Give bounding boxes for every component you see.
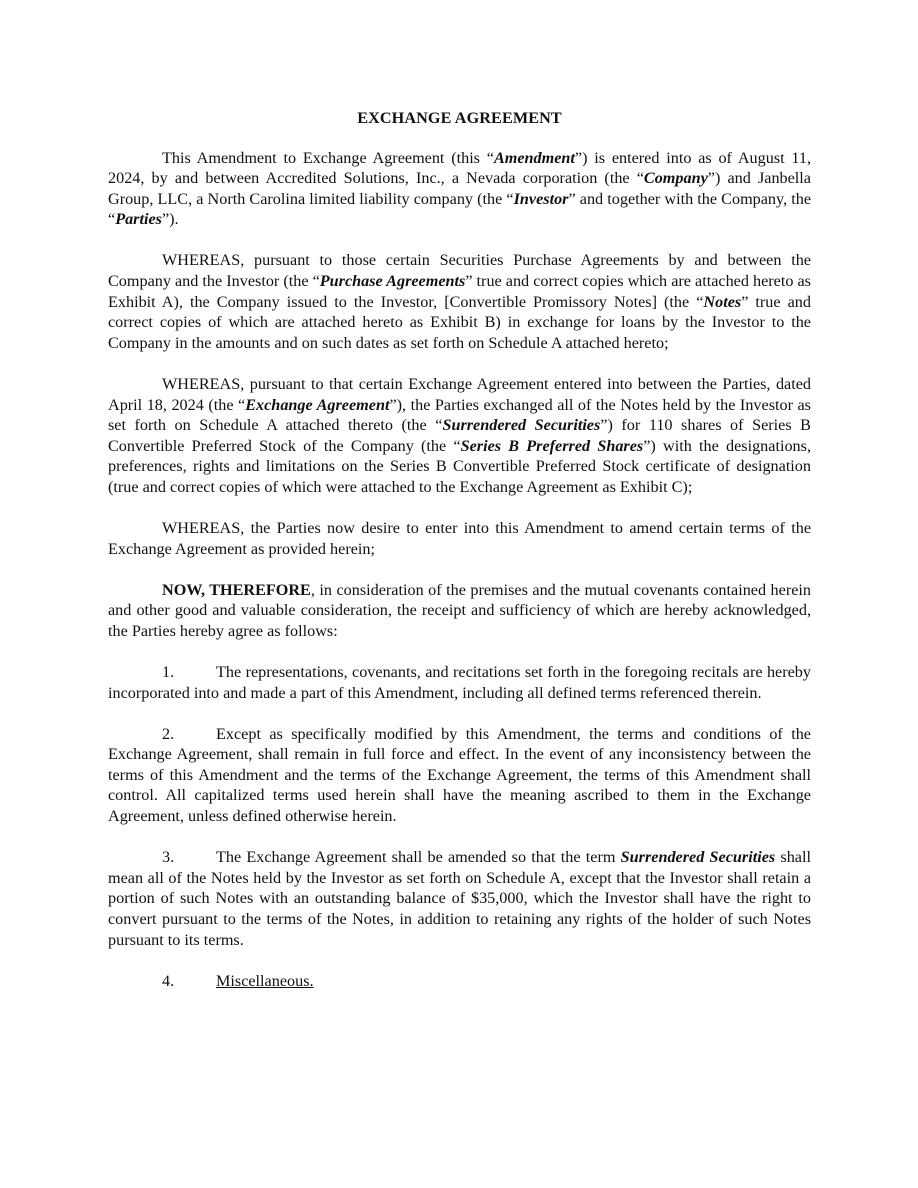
intro-text-1: This Amendment to Exchange Agreement (this “	[162, 148, 494, 167]
defined-term-surrendered-securities: Surrendered Securities	[442, 416, 601, 435]
section-2	[108, 724, 811, 827]
whereas1-text-3: ” true and correct copies of which are attached hereto as Exhibit B) in exchange for loans by the Investor to the Company in the amounts and on such dates as set forth on Schedule A attached hereto;	[108, 292, 811, 352]
whereas-paragraph-3: WHEREAS, the Parties now desire to enter into this Amendment to amend certain terms of the Exchange Agreement as provided herein;	[108, 519, 811, 558]
section-number: 3.	[162, 848, 175, 867]
whereas1-text-1: WHEREAS, pursuant to those certain Securities Purchase Agreements by and between the Company and the Investor (the “	[108, 251, 811, 291]
defined-term-exchange-agreement: Exchange Agreement	[245, 395, 390, 414]
defined-term-investor: Investor	[513, 189, 569, 208]
document-title: EXCHANGE AGREEMENT	[357, 109, 562, 127]
document-page	[108, 108, 811, 1012]
defined-term-parties: Parties	[115, 210, 162, 229]
section-text: Except as specifically modified by this Amendment, the terms and conditions of the Exchange Agreement, shall remain in full force and effect. In the event of any inconsistency between the terms of this Amendment and the terms of the Exchange Agreement, the terms of this Amendment shall control. All capitalized terms used herein shall have the meaning ascribed to them in the Exchange Agreement, unless defined otherwise herein.	[108, 724, 811, 826]
whereas2-text-3: ”) for 110 shares of Series B Convertible Preferred Stock of the Company (the “	[108, 416, 811, 455]
whereas2-text-2: ”), the Parties exchanged all of the Notes held by the Investor as set forth on Schedule A attached thereto (the “	[108, 395, 811, 435]
section-number: 2.	[162, 724, 175, 743]
whereas2-text-1: WHEREAS, pursuant to that certain Exchange Agreement entered into between the Parties, dated April 18, 2024 (the “	[108, 374, 811, 414]
now-therefore-lead: NOW, THEREFORE	[162, 580, 311, 599]
section-number: 4.	[162, 971, 175, 990]
whereas-paragraph-2	[108, 374, 811, 498]
section-4	[108, 971, 811, 992]
section-3	[108, 847, 811, 950]
defined-term-surrendered-securities: Surrendered Securities	[620, 848, 776, 867]
now-therefore-text: , in consideration of the premises and the mutual covenants contained herein and other good and valuable consideration, the receipt and sufficiency of which are hereby acknowledged, the Parties hereby agree as follows:	[108, 580, 811, 640]
section-text-2: shall mean all of the Notes held by the Investor as set forth on Schedule A, except that the Investor shall retain a portion of such Notes with an outstanding balance of $35,000, which the Investor shall have the right to convert pursuant to the terms of the Notes, in addition to retaining any rights of the holder of such Notes pursuant to its terms.	[108, 848, 811, 949]
defined-term-notes: Notes	[703, 292, 742, 311]
section-1	[108, 662, 811, 703]
defined-term-amendment: Amendment	[493, 148, 575, 167]
intro-text-5: ”).	[161, 210, 179, 229]
intro-text-4: ” and together with the Company, the “	[108, 189, 812, 229]
intro-text-3: ”) and Janbella Group, LLC, a North Carolina limited liability company (the “	[108, 169, 811, 208]
section-heading-miscellaneous: Miscellaneous.	[216, 971, 314, 990]
intro-text-2: ”) is entered into as of August 11, 2024, by and between Accredited Solutions, Inc., a Nevada corporation (the “	[108, 148, 811, 188]
whereas-paragraph-1	[108, 250, 811, 353]
intro-paragraph	[108, 148, 811, 230]
whereas1-text-2: ” true and correct copies which are attached hereto as Exhibit A), the Company issued to the Investor, [Convertible Promissory Notes] (the “	[108, 272, 811, 311]
section-text: The representations, covenants, and recitations set forth in the foregoing recitals are hereby incorporated into and made a part of this Amendment, including all defined terms referenced therein.	[108, 662, 811, 702]
defined-term-company: Company	[643, 169, 708, 188]
defined-term-purchase-agreements: Purchase Agreements	[319, 272, 466, 291]
whereas2-text-4: ”) with the designations, preferences, rights and limitations on the Series B Convertible Preferred Stock certificate of designation (true and correct copies of which were attached to the Exchange Agreement as Exhibit C);	[108, 436, 811, 496]
section-text-1: The Exchange Agreement shall be amended so that the term	[216, 848, 621, 867]
section-number: 1.	[162, 662, 175, 681]
now-therefore-paragraph	[108, 580, 811, 642]
defined-term-series-b-preferred-shares: Series B Preferred Shares	[460, 436, 644, 455]
